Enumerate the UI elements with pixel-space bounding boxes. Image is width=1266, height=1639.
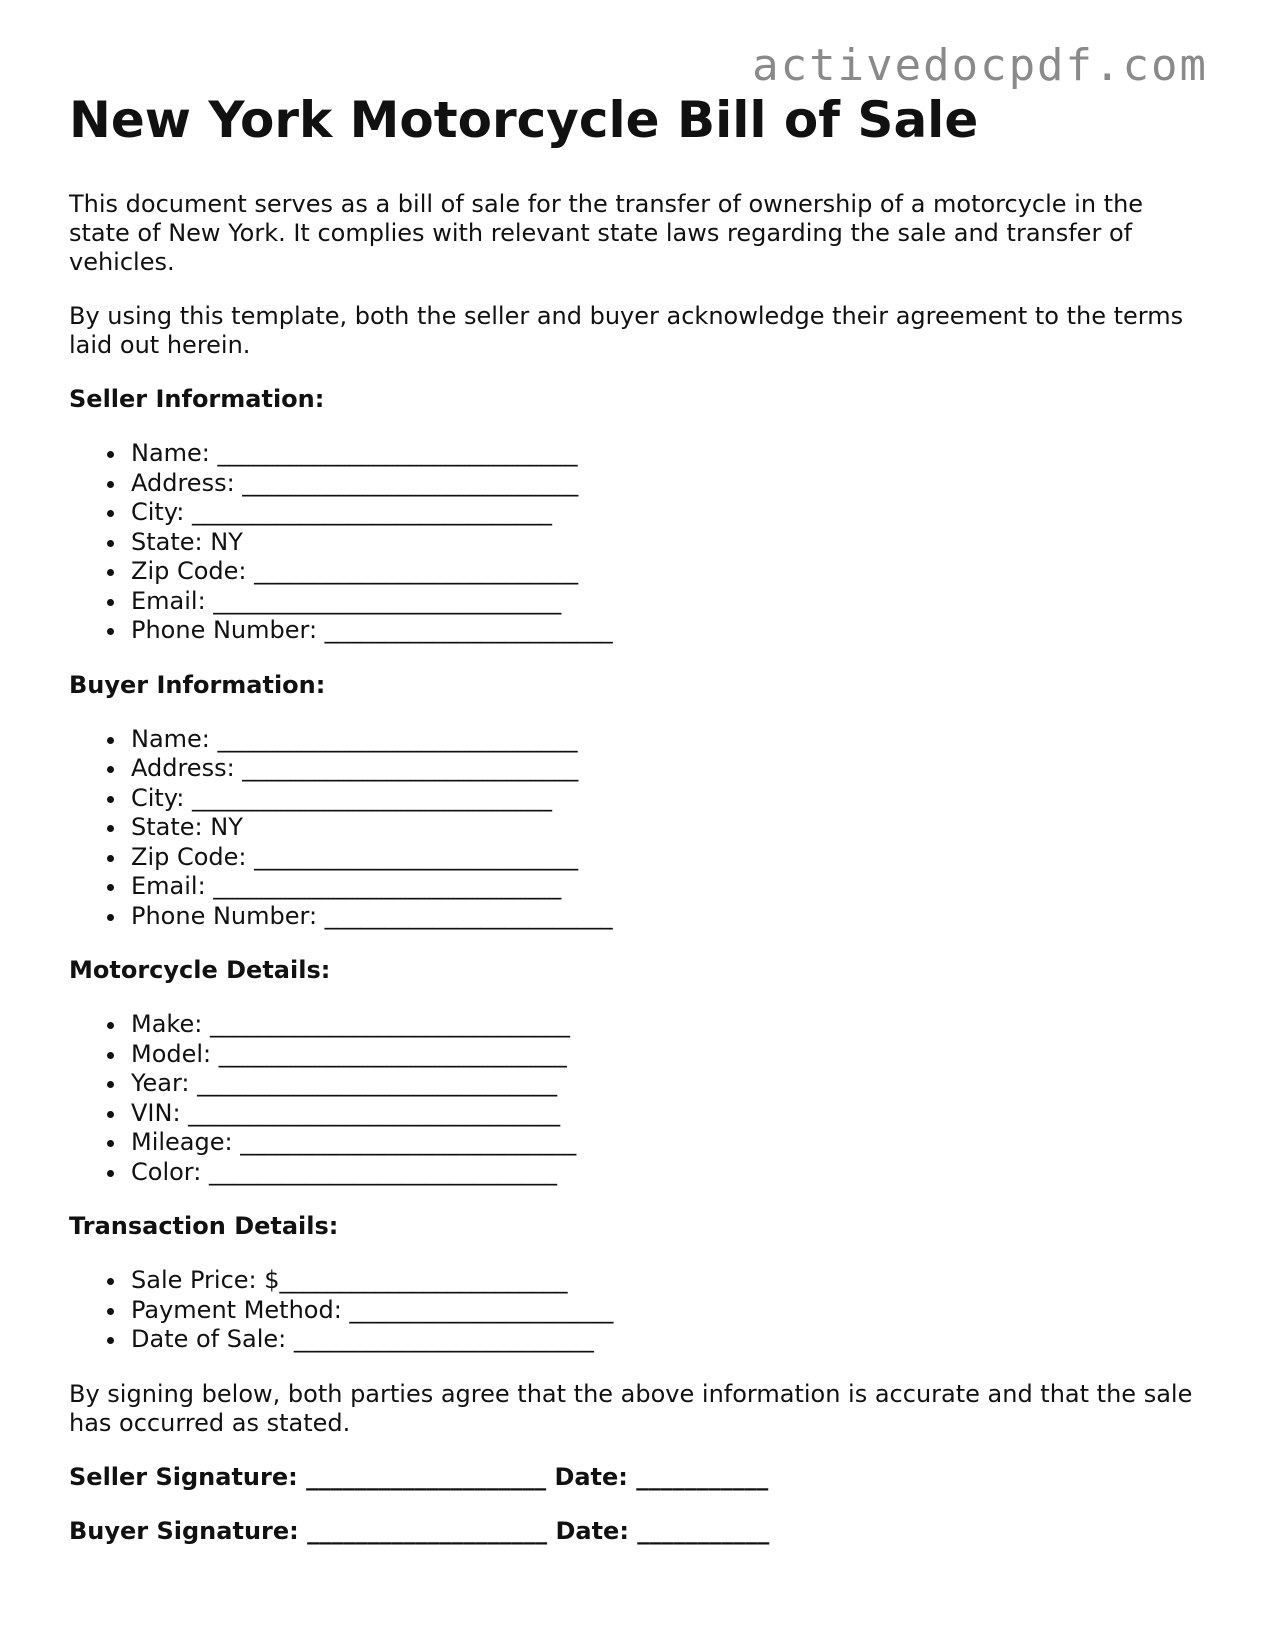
seller-signature-line[interactable]: Seller Signature: ____________________ Date: ___________ [69, 1462, 769, 1491]
vin-field[interactable]: VIN: _______________________________ [131, 1099, 1199, 1129]
buyer-address-field[interactable]: Address: ____________________________ [131, 754, 1199, 784]
date-of-sale-field[interactable]: Date of Sale: _________________________ [131, 1325, 1199, 1355]
seller-email-field[interactable]: Email: _____________________________ [131, 587, 1199, 617]
seller-zip-field[interactable]: Zip Code: ___________________________ [131, 557, 1199, 587]
document-page [69, 88, 1199, 1546]
motorcycle-heading: Motorcycle Details: [69, 956, 331, 984]
seller-address-field[interactable]: Address: ____________________________ [131, 469, 1199, 499]
document-title: New York Motorcycle Bill of Sale [69, 91, 979, 149]
buyer-phone-field[interactable]: Phone Number: ________________________ [131, 902, 1199, 932]
seller-state-field: State: NY [131, 528, 1199, 558]
agreement-paragraph: By signing below, both parties agree that the above information is accurate and that the sale has occurred as stated. [69, 1379, 1193, 1437]
buyer-name-field[interactable]: Name: ______________________________ [131, 725, 1199, 755]
seller-list [69, 439, 1199, 646]
buyer-city-field[interactable]: City: ______________________________ [131, 784, 1199, 814]
acknowledgement-paragraph: By using this template, both the seller and buyer acknowledge their agreement to the terms laid out herein. [69, 302, 1184, 359]
buyer-list [69, 725, 1199, 932]
model-field[interactable]: Model: _____________________________ [131, 1040, 1199, 1070]
seller-city-field[interactable]: City: ______________________________ [131, 498, 1199, 528]
transaction-list [69, 1266, 1199, 1355]
seller-name-field[interactable]: Name: ______________________________ [131, 439, 1199, 469]
mileage-field[interactable]: Mileage: ____________________________ [131, 1128, 1199, 1158]
intro-paragraph: This document serves as a bill of sale for the transfer of ownership of a motorcycle in the state of New York. It complies with relevant state laws regarding the sale and transfer of vehicles. [69, 190, 1144, 276]
sale-price-field[interactable]: Sale Price: $________________________ [131, 1266, 1199, 1296]
transaction-heading: Transaction Details: [69, 1212, 339, 1240]
buyer-state-field: State: NY [131, 813, 1199, 843]
year-field[interactable]: Year: ______________________________ [131, 1069, 1199, 1099]
motorcycle-list [69, 1010, 1199, 1187]
buyer-signature-line[interactable]: Buyer Signature: ____________________ Date: ___________ [69, 1516, 770, 1545]
color-field[interactable]: Color: _____________________________ [131, 1158, 1199, 1188]
seller-heading: Seller Information: [69, 385, 325, 413]
make-field[interactable]: Make: ______________________________ [131, 1010, 1199, 1040]
seller-phone-field[interactable]: Phone Number: ________________________ [131, 616, 1199, 646]
watermark: activedocpdf.com [752, 40, 1208, 91]
buyer-zip-field[interactable]: Zip Code: ___________________________ [131, 843, 1199, 873]
buyer-email-field[interactable]: Email: _____________________________ [131, 872, 1199, 902]
payment-method-field[interactable]: Payment Method: ______________________ [131, 1296, 1199, 1326]
buyer-heading: Buyer Information: [69, 670, 326, 699]
